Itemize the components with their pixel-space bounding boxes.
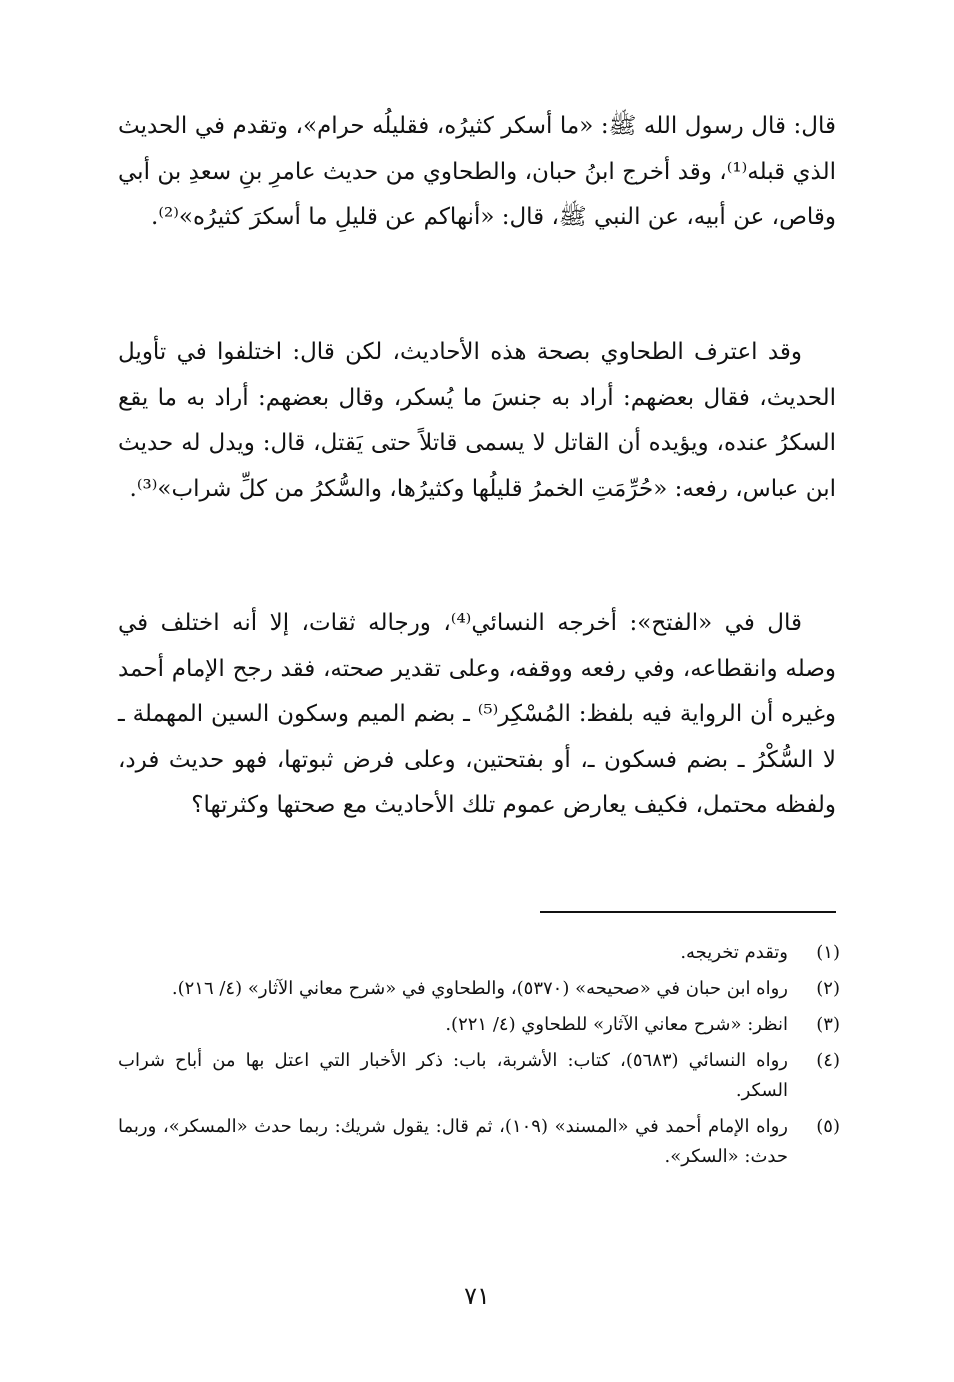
footnote-1 [118,938,840,968]
footnote-text: انظر: «شرح معاني الآثار» للطحاوي (٤/ ٢٢١). [445,1014,788,1035]
footnotes [118,938,840,1178]
body-paragraph-3 [118,601,836,829]
footnote-divider [540,911,836,913]
page-number: ٧١ [464,1282,490,1310]
footnote-text: رواه النسائي (٥٦٨٣)، كتاب: الأشربة، باب: ذكر الأخبار التي اعتل بها من أباح شراب السكر. [118,1050,788,1101]
footnote-number: (٢) [816,978,840,999]
footnote-text: وتقدم تخريجه. [680,942,788,963]
footnote-number: (١) [816,942,840,963]
paragraph-text: وقد اعترف الطحاوي بصحة هذه الأحاديث، لكن قال: اختلفوا في تأويل الحديث، فقال بعضهم: أراد به جنسَ ما يُسكر، وقال بعضهم: أراد به ما يقع السكرُ عنده، ويؤيده أن القاتل لا يسمى قاتلاً حتى يَقتل، قال: ويدل له حديث ابن عباس، رفعه: «حُرِّمَتِ الخمرُ قليلُها وكثيرُها، والسُّكرُ من كلِّ شراب»⁽³⁾. [118,339,837,502]
footnote-2 [118,974,840,1004]
footnote-text: رواه الإمام أحمد في «المسند» (١٠٩)، ثم قال: يقول شريك: ربما حدث «المسكر»، وربما حدث: «السكر». [118,1116,788,1167]
footnote-3 [118,1010,840,1040]
paragraph-text: قال: قال رسول الله ﷺ: «ما أسكر كثيرُه، فقليلُه حرام»، وتقدم في الحديث الذي قبله⁽¹⁾، وقد أخرج ابنُ حبان، والطحاوي من حديث عامرِ بنِ سعدِ بن أبي وقاص، عن أبيه، عن النبي ﷺ، قال: «أنهاكم عن قليلِ ما أسكرَ كثيرُه»⁽²⁾. [118,113,836,230]
footnote-number: (٤) [816,1050,840,1071]
body-paragraph-1 [118,104,836,241]
footnote-number: (٣) [816,1014,840,1035]
footnote-number: (٥) [816,1116,840,1137]
footnote-5 [118,1112,840,1172]
body-paragraph-2 [118,330,836,512]
footnote-4 [118,1046,840,1106]
footnote-text: رواه ابن حبان في «صحيحه» (٥٣٧٠)، والطحاوي في «شرح معاني الآثار» (٤/ ٢١٦). [171,978,788,999]
paragraph-text: قال في «الفتح»: أخرجه النسائي⁽⁴⁾، ورجاله ثقات، إلا أنه اختلف في وصله وانقطاعه، وفي رفعه ووقفه، وعلى تقدير صحته، فقد رجح الإمام أحمد وغيره أن الرواية فيه بلفظ: المُسْكِر⁽⁵⁾ ـ بضم الميم وسكون السين المهملة ـ لا السُّكْرُ ـ بضم فسكون ـ، أو بفتحتين، وعلى فرض ثبوتها، فهو حديث فرد، ولفظه محتمل، فكيف يعارض عموم تلك الأحاديث مع صحتها وكثرتها؟ [118,610,836,818]
